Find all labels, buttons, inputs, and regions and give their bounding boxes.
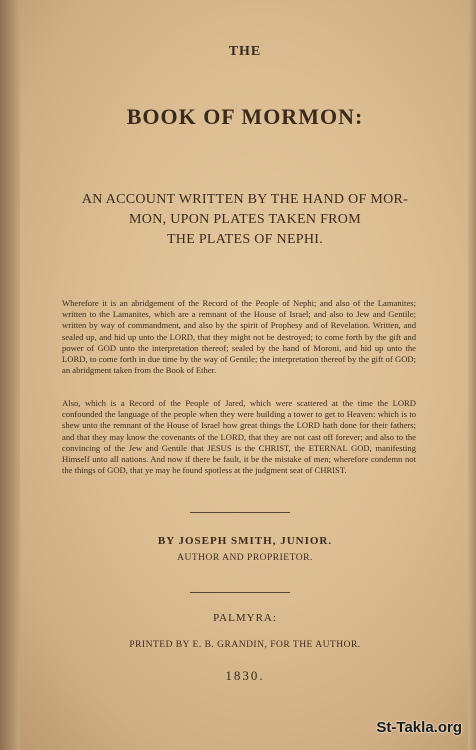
book-title: BOOK OF MORMON: (126, 104, 364, 129)
subtitle-line: MON, UPON PLATES TAKEN FROM (129, 212, 361, 227)
divider-rule (190, 592, 290, 593)
subtitle (30, 190, 460, 250)
subtitle-line: THE PLATES OF NEPHI. (166, 232, 324, 247)
imprint-year: 1830. (225, 668, 265, 683)
subtitle-line: AN ACCOUNT WRITTEN BY THE HAND OF MOR- (81, 192, 409, 207)
intro-paragraph-1: Wherefore it is an abridgement of the Record of the People of Nephi; and also of the Lamanites; written to the Lamanites, which are a remnant of the House of Israel; and also to Jew and Gentile; written by way of commandment, and also by the spirit of Prophesy and of Revelation. Written, and sealed up, and hid up unto the LORD, that they might not be destroyed; to come forth by the gift and power of GOD unto the interpretation thereof; sealed by the hand of Moroni, and hid up unto the LORD, to come forth in due time by the way of Gentile; the interpretation thereof by the gift of GOD; an abridgment taken from the Book of Ether. (62, 298, 416, 376)
imprint-printer: PRINTED BY E. B. GRANDIN, FOR THE AUTHOR. (129, 640, 361, 650)
author-line: BY JOSEPH SMITH, JUNIOR. (157, 535, 333, 547)
divider-rule (190, 512, 290, 513)
site-watermark: St-Takla.org (376, 719, 462, 736)
page-edge (468, 0, 476, 750)
author-role: AUTHOR AND PROPRIETOR. (177, 553, 313, 563)
book-spine (0, 0, 20, 750)
intro-paragraph-2: Also, which is a Record of the People of Jared, which were scattered at the time the LORD confounded the language of the people when they were building a tower to get to Heaven: which is to shew unto the remnant of the House of Israel how great things the LORD hath done for their fathers; and that they may know the covenants of the LORD, that they are not cast off forever; and also to the convincing of the Jew and Gentile that JESUS is the CHRIST, the ETERNAL GOD, manifesting Himself unto all nations. And now if there be fault, it be the mistake of men; wherefore condemn not the things of GOD, that ye may be found spotless at the judgment seat of CHRIST. (62, 398, 416, 476)
title-article: THE (228, 44, 262, 59)
imprint-place: PALMYRA: (213, 612, 277, 624)
